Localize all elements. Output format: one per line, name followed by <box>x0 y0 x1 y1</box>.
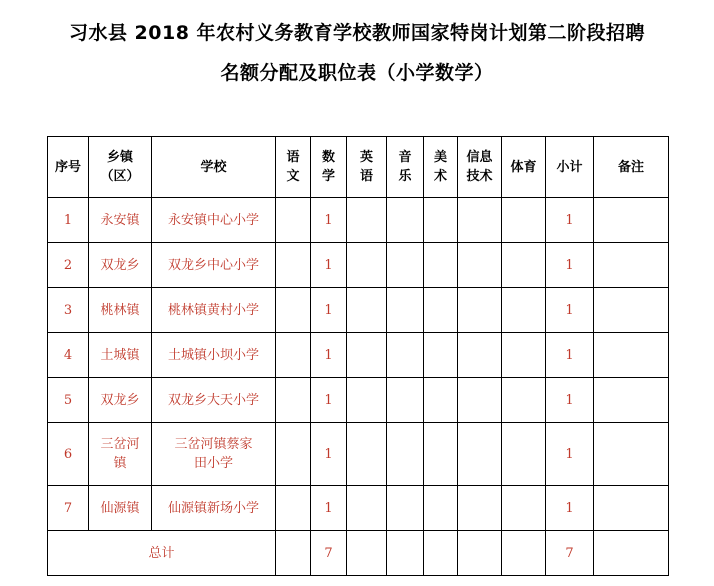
quota-table <box>47 136 669 576</box>
cell-pe <box>502 531 546 576</box>
cell-total-label: 总计 <box>48 531 276 576</box>
cell-chinese <box>276 378 311 423</box>
cell-it <box>458 378 502 423</box>
cell-school: 双龙乡中心小学 <box>152 243 276 288</box>
cell-chinese <box>276 198 311 243</box>
cell-index: 6 <box>48 423 89 486</box>
table-row <box>48 288 669 333</box>
cell-town: 土城镇 <box>89 333 152 378</box>
header-town: 乡镇（区） <box>89 137 152 198</box>
header-music: 音乐 <box>387 137 424 198</box>
cell-town: 桃林镇 <box>89 288 152 333</box>
cell-english <box>347 198 387 243</box>
cell-school <box>152 423 276 486</box>
cell-art <box>424 288 458 333</box>
cell-it <box>458 531 502 576</box>
cell-math: 1 <box>311 378 347 423</box>
cell-town: 双龙乡 <box>89 243 152 288</box>
cell-it <box>458 333 502 378</box>
cell-town: 仙源镇 <box>89 486 152 531</box>
cell-school: 桃林镇黄村小学 <box>152 288 276 333</box>
cell-pe <box>502 486 546 531</box>
cell-pe <box>502 288 546 333</box>
cell-it <box>458 288 502 333</box>
cell-chinese <box>276 531 311 576</box>
cell-music <box>387 378 424 423</box>
table-total-row <box>48 531 669 576</box>
cell-art <box>424 333 458 378</box>
cell-english <box>347 531 387 576</box>
cell-subtotal: 1 <box>546 288 594 333</box>
cell-remarks <box>594 531 669 576</box>
cell-it <box>458 486 502 531</box>
cell-total-math: 7 <box>311 531 347 576</box>
cell-music <box>387 288 424 333</box>
cell-index: 2 <box>48 243 89 288</box>
cell-pe <box>502 423 546 486</box>
cell-chinese <box>276 333 311 378</box>
cell-town <box>89 423 152 486</box>
cell-english <box>347 423 387 486</box>
cell-art <box>424 243 458 288</box>
document-title-line2: 名额分配及职位表（小学数学） <box>220 62 494 84</box>
cell-music <box>387 243 424 288</box>
cell-english <box>347 486 387 531</box>
cell-english <box>347 243 387 288</box>
table-row <box>48 378 669 423</box>
cell-pe <box>502 378 546 423</box>
cell-math: 1 <box>311 288 347 333</box>
cell-town: 双龙乡 <box>89 378 152 423</box>
document-title-line1: 习水县 2018 年农村义务教育学校教师国家特岗计划第二阶段招聘 <box>68 22 646 44</box>
cell-index: 4 <box>48 333 89 378</box>
cell-subtotal: 1 <box>546 423 594 486</box>
cell-school: 土城镇小坝小学 <box>152 333 276 378</box>
cell-art <box>424 486 458 531</box>
cell-subtotal: 1 <box>546 378 594 423</box>
cell-remarks <box>594 243 669 288</box>
cell-town-text: 三岔河镇 <box>100 437 140 471</box>
table-row <box>48 486 669 531</box>
cell-chinese <box>276 423 311 486</box>
cell-art <box>424 378 458 423</box>
cell-chinese <box>276 243 311 288</box>
cell-english <box>347 333 387 378</box>
cell-school-text: 三岔河镇蔡家田小学 <box>174 437 253 471</box>
cell-remarks <box>594 288 669 333</box>
cell-music <box>387 333 424 378</box>
cell-pe <box>502 333 546 378</box>
cell-index: 1 <box>48 198 89 243</box>
header-chinese: 语文 <box>276 137 311 198</box>
cell-art <box>424 531 458 576</box>
cell-math: 1 <box>311 486 347 531</box>
cell-music <box>387 423 424 486</box>
cell-it <box>458 198 502 243</box>
cell-remarks <box>594 423 669 486</box>
table-row <box>48 333 669 378</box>
cell-subtotal: 1 <box>546 486 594 531</box>
cell-it <box>458 243 502 288</box>
cell-subtotal: 1 <box>546 198 594 243</box>
header-subtotal: 小计 <box>546 137 594 198</box>
cell-remarks <box>594 378 669 423</box>
header-index: 序号 <box>48 137 89 198</box>
table-row <box>48 423 669 486</box>
header-art: 美术 <box>424 137 458 198</box>
cell-remarks <box>594 486 669 531</box>
cell-index: 5 <box>48 378 89 423</box>
header-it: 信息技术 <box>458 137 502 198</box>
cell-music <box>387 531 424 576</box>
cell-chinese <box>276 486 311 531</box>
header-pe: 体育 <box>502 137 546 198</box>
cell-index: 3 <box>48 288 89 333</box>
cell-math: 1 <box>311 198 347 243</box>
table-row <box>48 198 669 243</box>
header-math: 数学 <box>311 137 347 198</box>
cell-music <box>387 198 424 243</box>
cell-school: 永安镇中心小学 <box>152 198 276 243</box>
cell-english <box>347 288 387 333</box>
cell-chinese <box>276 288 311 333</box>
cell-total-subtotal: 7 <box>546 531 594 576</box>
cell-remarks <box>594 198 669 243</box>
header-english: 英语 <box>347 137 387 198</box>
cell-school: 仙源镇新场小学 <box>152 486 276 531</box>
table-header-row <box>48 137 669 198</box>
cell-english <box>347 378 387 423</box>
cell-pe <box>502 198 546 243</box>
cell-subtotal: 1 <box>546 333 594 378</box>
table-row <box>48 243 669 288</box>
cell-remarks <box>594 333 669 378</box>
cell-it <box>458 423 502 486</box>
cell-school: 双龙乡大天小学 <box>152 378 276 423</box>
cell-index: 7 <box>48 486 89 531</box>
header-remarks: 备注 <box>594 137 669 198</box>
cell-math: 1 <box>311 423 347 486</box>
cell-music <box>387 486 424 531</box>
cell-pe <box>502 243 546 288</box>
cell-math: 1 <box>311 243 347 288</box>
cell-math: 1 <box>311 333 347 378</box>
cell-art <box>424 423 458 486</box>
cell-town: 永安镇 <box>89 198 152 243</box>
cell-art <box>424 198 458 243</box>
header-school: 学校 <box>152 137 276 198</box>
cell-subtotal: 1 <box>546 243 594 288</box>
